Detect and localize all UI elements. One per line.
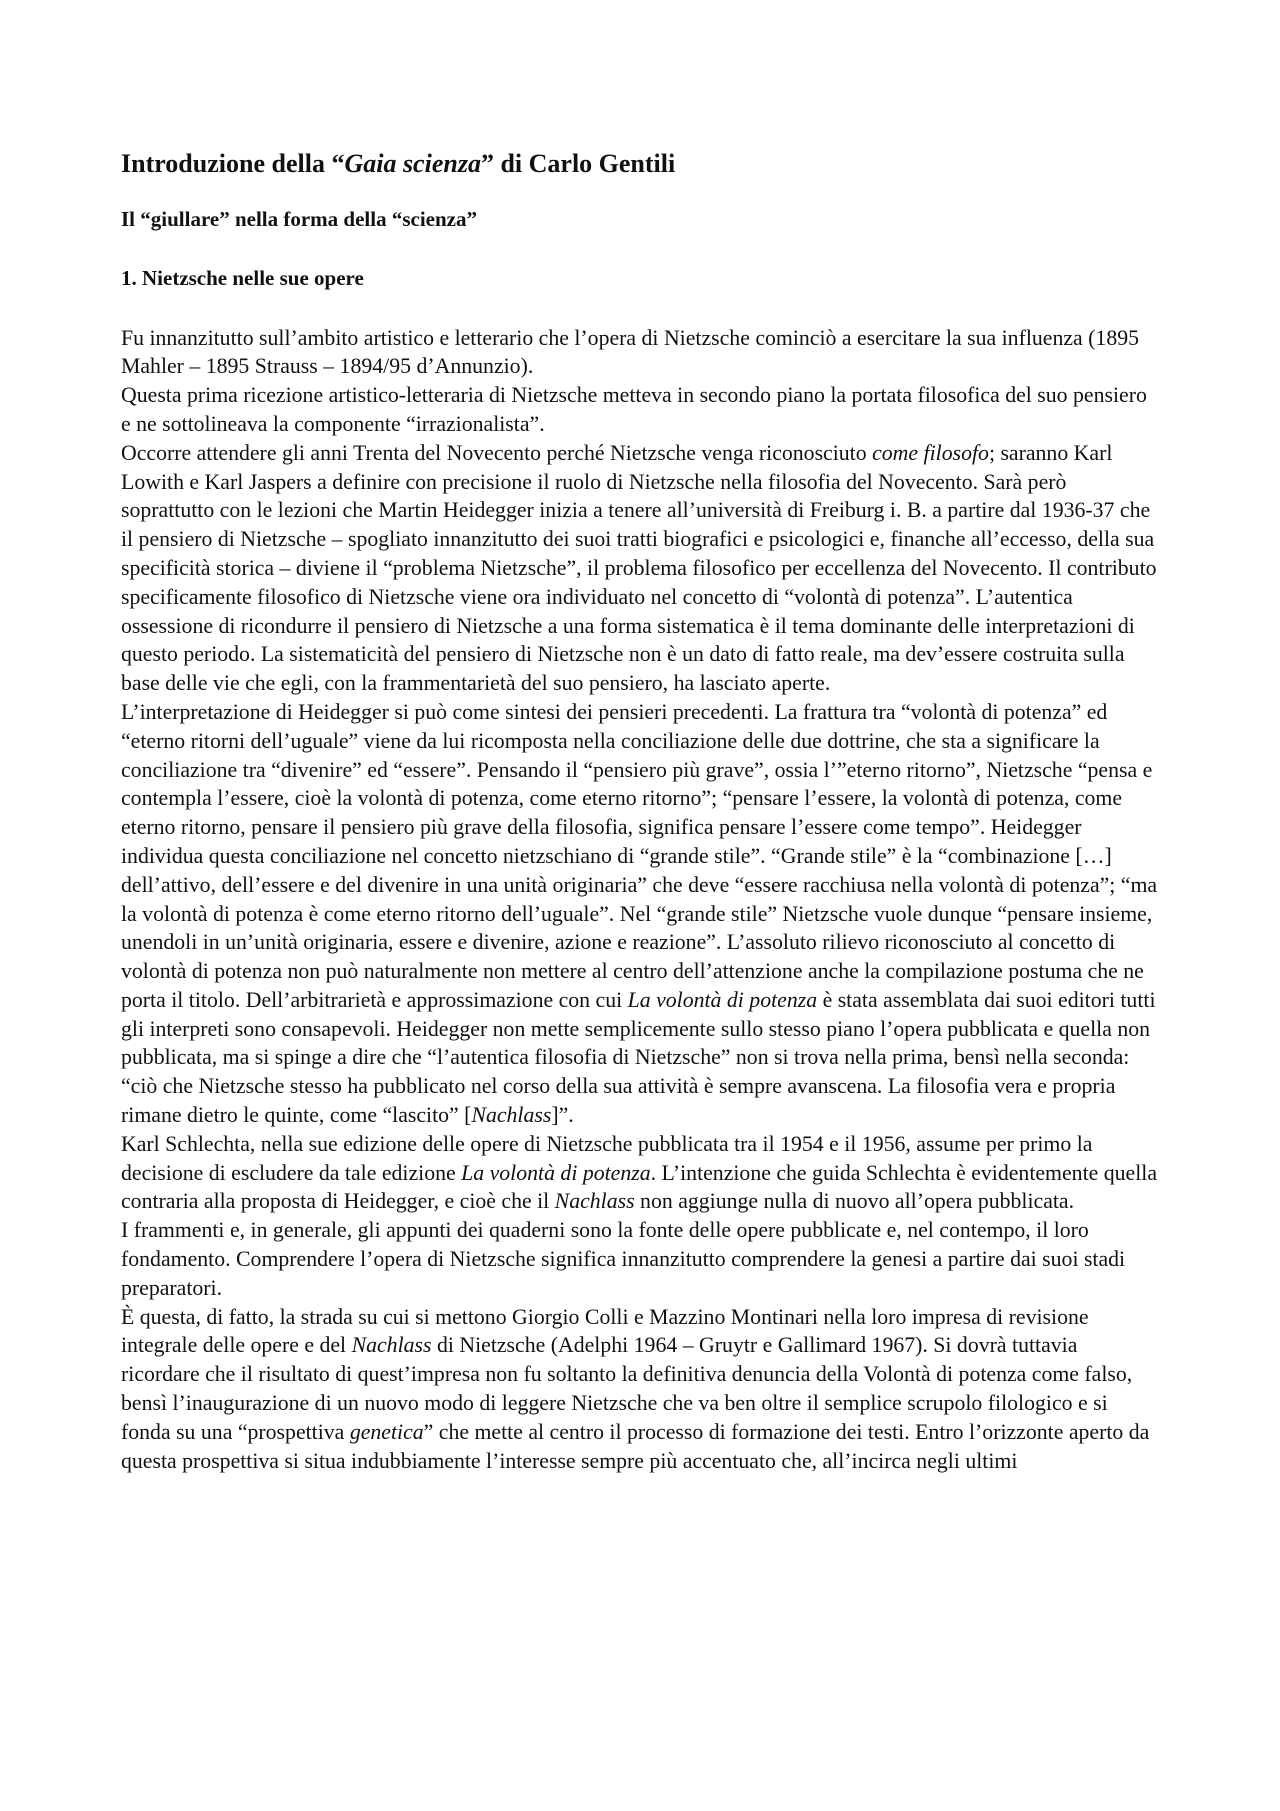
title-book-name: Gaia scienza (344, 149, 481, 178)
paragraph-7-text-a: È questa, di fatto, la strada su cui si mettono Giorgio Colli e Mazzino Montinari nella loro impresa di revisione integrale delle opere e del (121, 1304, 1089, 1358)
paragraph-3 (121, 439, 1161, 698)
paragraph-3-text-a: Occorre attendere gli anni Trenta del Novecento perché Nietzsche venga riconosciuto (121, 440, 873, 465)
paragraph-5-emphasis-2: Nachlass (554, 1189, 635, 1214)
paragraph-4-text-b: è stata assemblata dai suoi editori tutti gli interpreti sono consapevoli. Heidegger non mette semplicemente sullo stesso piano l’opera pubblicata e quella non pubblicata, ma si spinge a dire che “l’autentica filosofia di Nietzsche” non si trova nella prima, bensì nella seconda: “ciò che Nietzsche stesso ha pubblicato nel corso della sua attività è sempre avanscena. La filosofia vera e propria rimane dietro le quinte, come “lascito” [ (121, 987, 1156, 1128)
paragraph-7 (121, 1303, 1161, 1476)
paragraph-5 (121, 1130, 1161, 1216)
paragraph-6: I frammenti e, in generale, gli appunti dei quaderni sono la fonte delle opere pubblicate e, nel contempo, il loro fondamento. Comprendere l’opera di Nietzsche significa innanzitutto comprendere la genesi a partire dai suoi stadi preparatori. (121, 1218, 1126, 1300)
paragraph-4 (121, 698, 1161, 1130)
paragraph-4-emphasis-1: La volontà di potenza (627, 987, 818, 1012)
paragraph-2: Questa prima ricezione artistico-letteraria di Nietzsche metteva in secondo piano la portata filosofica del suo pensiero e ne sottolineava la componente “irrazionalista”. (121, 383, 1147, 436)
paragraph-7-emphasis-2: genetica (349, 1419, 424, 1444)
paragraph-5-text-b: . L’intenzione che guida Schlechta è evidentemente quella contraria alla proposta di Heidegger, e cioè che il (121, 1160, 1158, 1214)
paragraph-1: Fu innanzitutto sull’ambito artistico e letterario che l’opera di Nietzsche cominciò a esercitare la sua influenza (1895 Mahler – 1895 Strauss – 1894/95 d’Annunzio). (121, 325, 1140, 379)
paragraph-5-emphasis-1: La volontà di potenza (461, 1160, 651, 1185)
body-text (121, 324, 1161, 1476)
document-page (121, 148, 1161, 1475)
paragraph-4-text-a: L’interpretazione di Heidegger si può come sintesi dei pensieri precedenti. La frattura tra “volontà di potenza” ed “eterno ritorni dell’uguale” viene da lui ricomposta nella conciliazione delle due dottrine, che sta a significare la conciliazione tra “divenire” ed “essere”. Pensando il “pensiero più grave”, ossia l’”eterno ritorno”, Nietzsche “pensa e contempla l’essere, cioè la volontà di potenza, come eterno ritorno”; “pensare l’essere, la volontà di potenza, come eterno ritorno, pensare il pensiero più grave della filosofia, significa pensare l’essere come tempo”. Heidegger individua questa conciliazione nel concetto nietzschiano di “grande stile”. “Grande stile” è la “combinazione […] dell’attivo, dell’essere e del divenire in una unità originaria” che deve “essere racchiusa nella volontà di potenza”; “ma la volontà di potenza è come eterno ritorno dell’uguale”. Nel “grande stile” Nietzsche vuole dunque “pensare insieme, unendoli in un’unità originaria, essere e divenire, azione e reazione”. L’assoluto rilievo riconosciuto al concetto di volontà di potenza non può naturalmente non mettere al centro dell’attenzione anche la compilazione postuma che ne porta il titolo. Dell’arbitrarietà e approssimazione con cui (121, 699, 1158, 1012)
paragraph-3-text-b: ; saranno Karl Lowith e Karl Jaspers a definire con precisione il ruolo di Nietzsche nella filosofia del Novecento. Sarà però soprattutto con le lezioni che Martin Heidegger inizia a tenere all’università di Freiburg i. B. a partire dal 1936-37 che il pensiero di Nietzsche – spogliato innanzitutto dei suoi tratti biografici e psicologici e, finanche all’eccesso, della sua specificità storica – diviene il “problema Nietzsche”, il problema filosofico per eccellenza del Novecento. Il contributo specificamente filosofico di Nietzsche viene ora individuato nel concetto di “volontà di potenza”. L’autentica ossessione di ricondurre il pensiero di Nietzsche a una forma sistematica è il tema dominante delle interpretazioni di questo periodo. La sistematicità del pensiero di Nietzsche non è un dato di fatto reale, ma dev’essere costruita sulla base delle vie che egli, con la frammentarietà del suo pensiero, ha lasciato aperte. (121, 440, 1157, 696)
paragraph-7-text-b: di Nietzsche (Adelphi 1964 – Gruytr e Gallimard 1967). Si dovrà tuttavia ricordare che il risultato di quest’impresa non fu soltanto la definitiva denuncia della Volontà di potenza come falso, bensì l’inaugurazione di un nuovo modo di leggere Nietzsche che va ben oltre il semplice scrupolo filologico e si fonda su una “prospettiva (121, 1333, 1133, 1444)
paragraph-7-text-c: ” che mette al centro il processo di formazione dei testi. Entro l’orizzonte aperto da questa prospettiva si situa indubbiamente l’interesse sempre più accentuato che, all’incirca negli ultimi (121, 1419, 1150, 1473)
paragraph-3-emphasis: come filosofo (872, 440, 989, 465)
paragraph-4-emphasis-2: Nachlass (471, 1103, 552, 1128)
paragraph-5-text-a: Karl Schlechta, nella sue edizione delle opere di Nietzsche pubblicata tra il 1954 e il 1956, assume per primo la decisione di escludere da tale edizione (121, 1131, 1093, 1185)
paragraph-4-text-c: ]”. (551, 1103, 574, 1128)
document-title (121, 148, 1161, 179)
paragraph-5-text-c: non aggiunge nulla di nuovo all’opera pubblicata. (634, 1189, 1075, 1214)
document-subtitle: Il “giullare” nella forma della “scienza” (121, 207, 477, 232)
title-text-end: ” di Carlo Gentili (480, 149, 676, 178)
section-heading: 1. Nietzsche nelle sue opere (121, 266, 364, 291)
title-text-start: Introduzione della “ (121, 149, 345, 178)
paragraph-7-emphasis-1: Nachlass (351, 1333, 432, 1358)
